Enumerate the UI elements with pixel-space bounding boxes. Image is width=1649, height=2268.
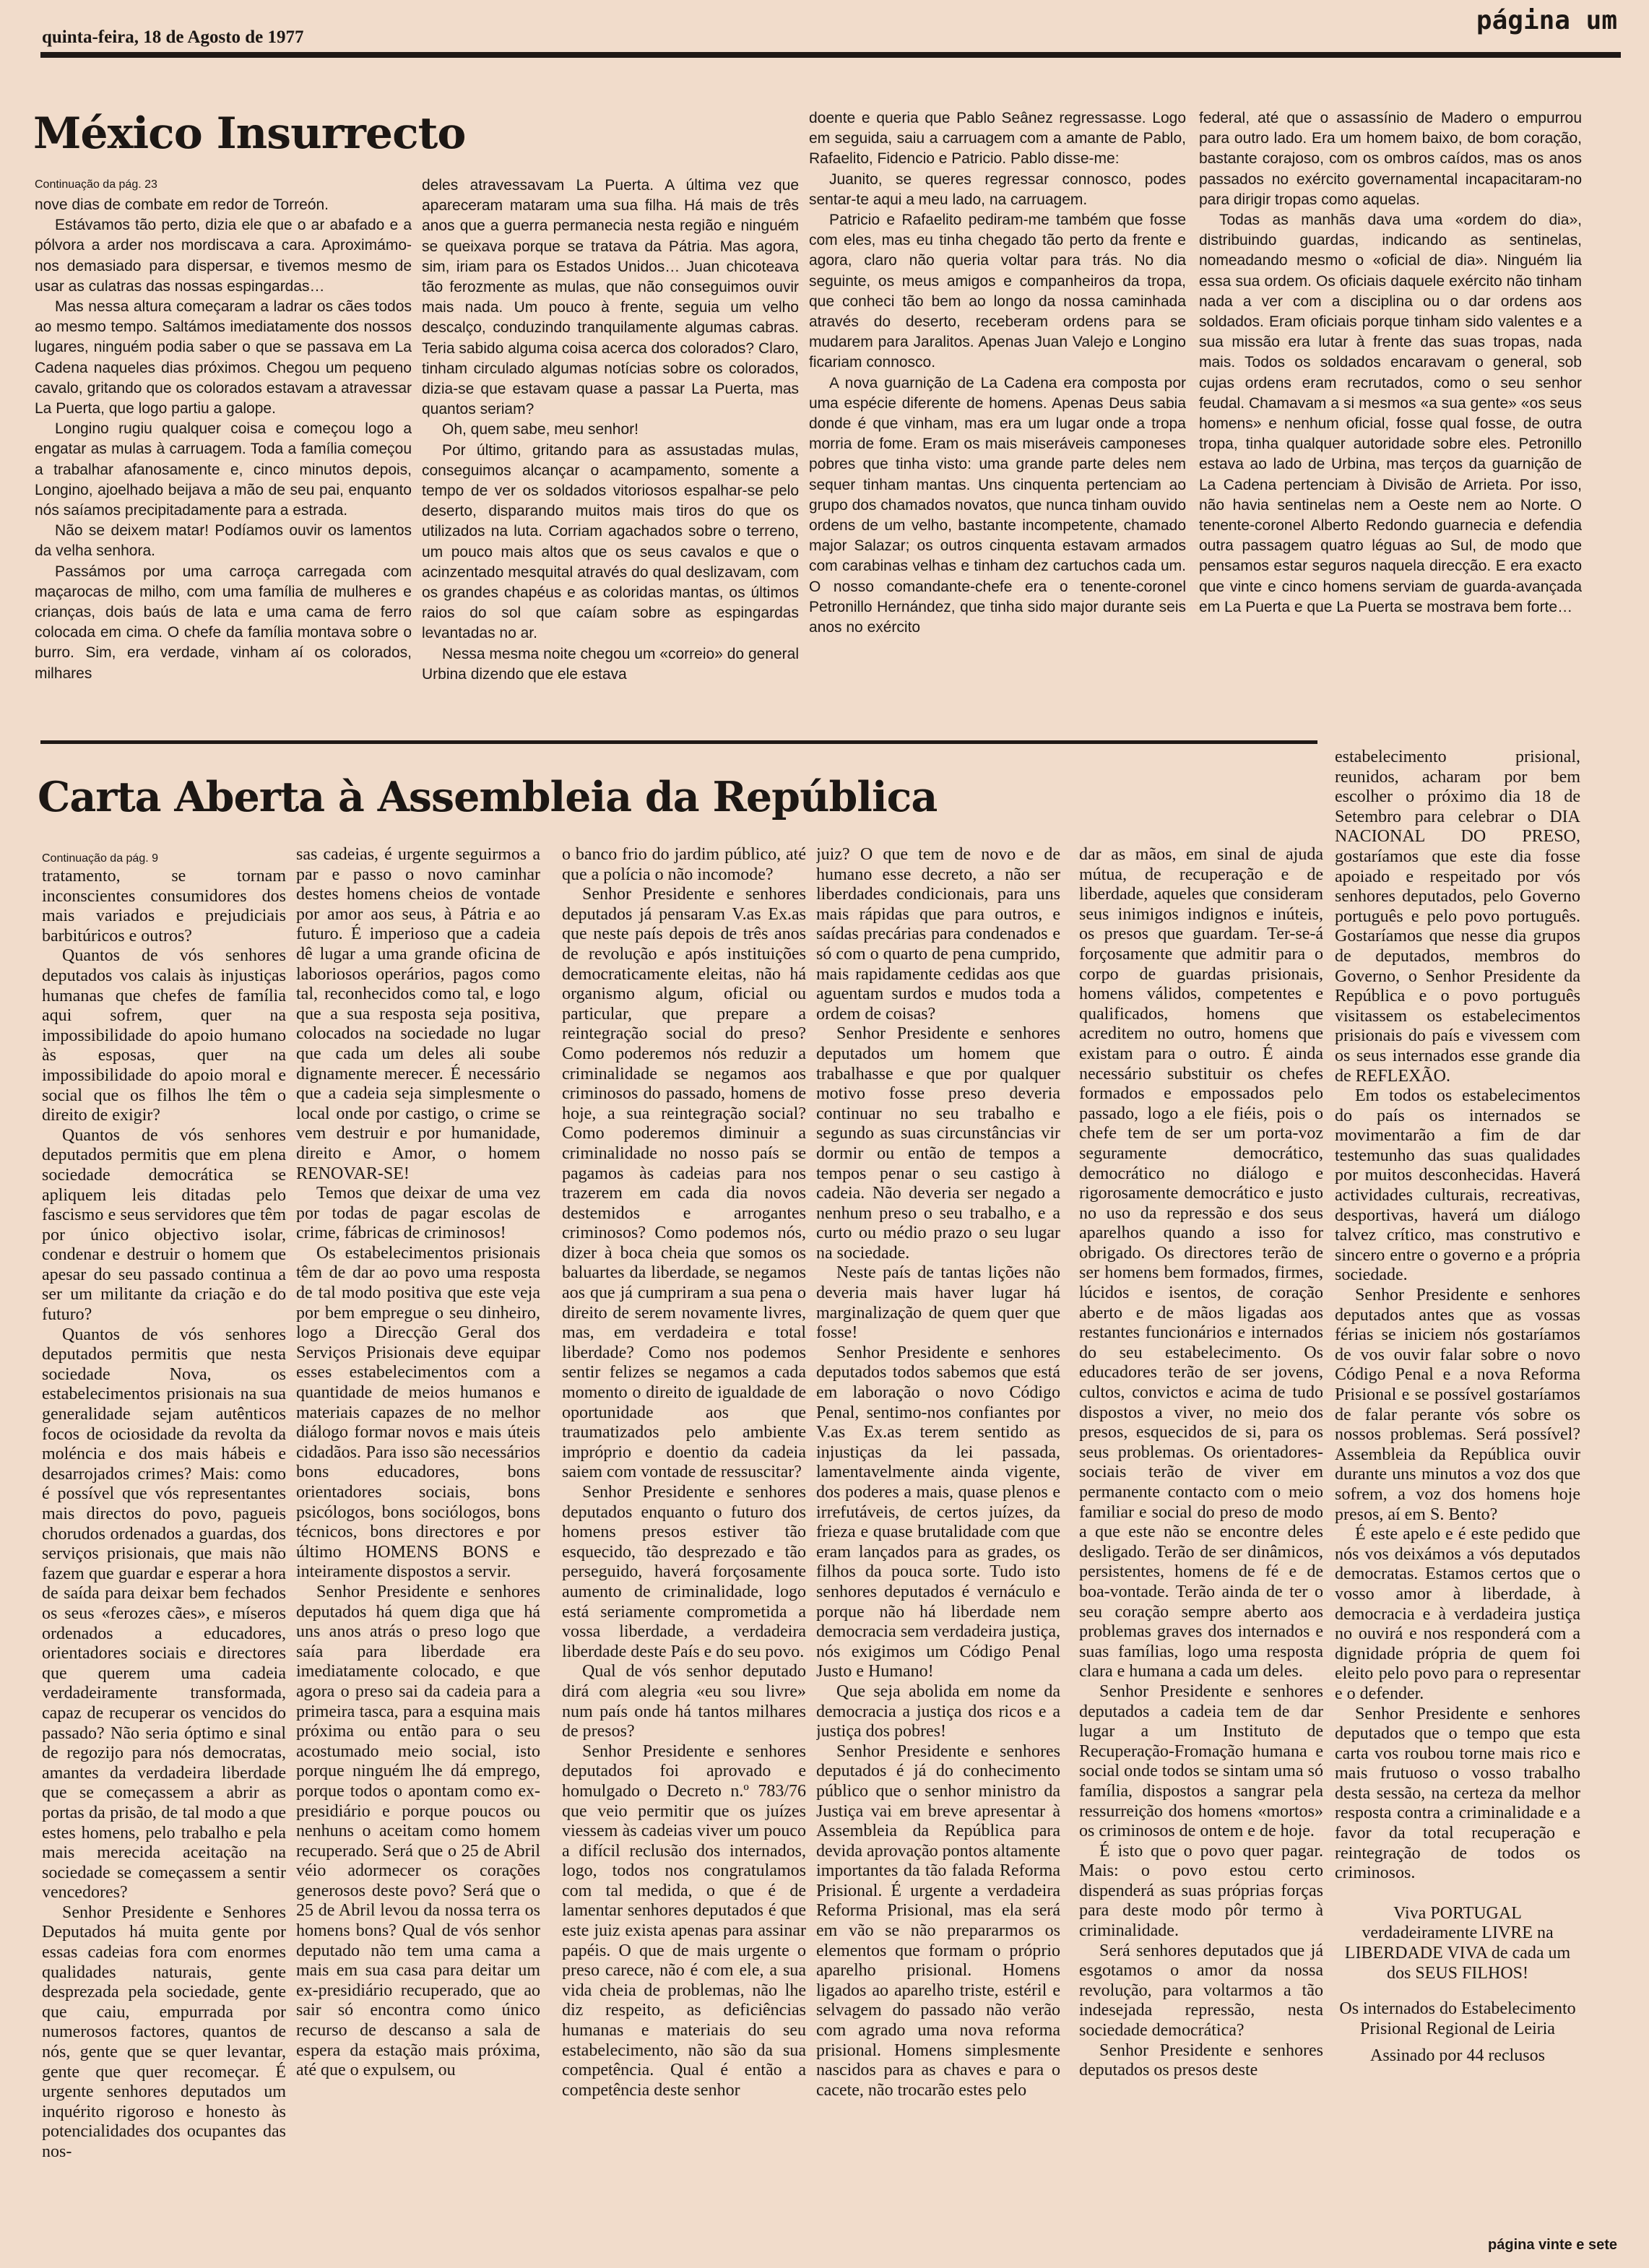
paragraph: Quantos de vós senhores deputados permitis que em plena sociedade democrática se apliquem leis ditadas pelo fascismo e seus servidores que têm por único objectivo isolar, condenar e destruir o homem que apesar do seu passado continua a ser um militante da criação e do futuro? [42,1125,286,1325]
paragraph: deles atravessavam La Puerta. A última vez que apareceram mataram uma sua filha. Há mais de três anos que a guerra permanecia nesta região e ninguém se queixava porque se tratava da Pátria. Mas agora, sim, iriam para os Estados Unidos… Juan chicoteava tão ferozmente as mulas, que não conseguimos ouvir mais nada. Um pouco à frente, seguia um velho descalço, conduzindo tranquilamente algumas cabras. Teria sabido alguma coisa acerca dos colorados? Claro, tinham circulado algumas notícias sobre os colorados, dizia-se que estavam quase a passar La Puerta, mas quantos seriam? [422,177,799,418]
paragraph: Patricio e Rafaelito pediram-me também que fosse com eles, mas eu tinha chegado tão perto da frente e agora, claro não queria voltar para trás. No dia seguinte, os meus amigos e companheiros da tropa, que conheci tão bem ao longo da nossa caminhada através do deserto, receberam ordens para se mudarem para Jaralitos. Apenas Juan Valejo e Longino ficariam connosco. [809,212,1186,371]
paragraph: juiz? O que tem de novo e de humano esse decreto, a não ser liberdades condicionais, para uns mais rápidas que para outros, e saídas precárias para condenados e só com o quarto de pena cumprido, mais rapidamente cedidas aos que aguentam surdos e mudos toda a ordem de coisas? [816,845,1060,1023]
issue-date: quinta-feira, 18 de Agosto de 1977 [42,27,304,47]
newspaper-name: página um [1476,6,1617,35]
header-rule [40,52,1621,58]
paragraph: Será senhores deputados que já esgotamos o amor da nossa revolução, para voltarmos a tão indesejada repressão, nesta sociedade democrática? [1079,1941,1323,2040]
paragraph: Senhor Presidente e senhores deputados é já do conhecimento público que o senhor ministro da Justiça vai em breve apresentar à Assembleia da República para devida aprovação pontos altamente importantes da tão falada Reforma Prisional. É urgente a verdadeira Reforma Prisional, mas ela será em vão se não prepararmos os elementos que formam o próprio aparelho prisional. Homens ligados ao aparelho triste, estéril e selvagem do passado não verão com agrado uma nova reforma prisional. Homens simplesmente nascidos para as chaves e para o cacete, não trocarão estes pelo [816,1741,1060,2100]
article1-continuation: Continuação da pág. 23 [35,178,157,191]
paragraph: Senhor Presidente e senhores deputados já pensaram V.as Ex.as que neste país depois de três anos de revolução e após instituições democraticamente eleitas, não há organismo algum, oficial ou particular, que prepare a reintegração social do preso? Como poderemos nós reduzir a criminalidade se negamos aos criminosos do passado, homens de hoje, a sua reintegração social? Como poderemos diminuir a criminalidade no nosso país se pagamos às cadeias para nos trazerem em cada dia novos destemidos e arrogantes criminosos? Como podemos nós, dizer à boca cheia que somos os baluartes da liberdade, se negamos aos que já cumpriram a sua pena o direito de serem novamente livres, mas, em verdadeira e total liberdade? Como nos podemos sentir felizes se negamos a cada momento o direito de igualdade de oportunidade aos que traumatizados pelo ambiente impróprio e doentio da cadeia saiem com vontade de ressuscitar? [562,885,806,1482]
article1-column-4 [1199,108,1582,721]
paragraph: Longino rugiu qualquer coisa e começou logo a engatar as mulas à carruagem. Toda a família começou a trabalhar afanosamente e, cinco minutos depois, Longino, ajoelhado beijava a mão de seu pai, enquanto nós saíamos precipitadamente para a estrada. [35,420,412,519]
article1-column-2 [422,176,799,721]
paragraph: o banco frio do jardim público, até que a polícia o não incomode? [562,845,806,884]
article2-column-6 [1335,748,1580,2221]
paragraph: Que seja abolida em nome da democracia a justiça dos ricos e a justiça dos pobres! [816,1681,1060,1741]
paragraph: Senhor Presidente e Senhores Deputados há muita gente por essas cadeias fora com enormes qualidades naturais, gente desprezada pela sociedade, gente que caiu, empurrada por numerosos factores, quantos de nós, gente que se quer levantar, gente que quer recomeçar. É urgente senhores deputados um inquérito rigoroso e honesto às potencialidades dos ocupantes das nos- [42,1903,286,2161]
paragraph: Neste país de tantas lições não deveria mais haver lugar há marginalização de quem quer que fosse! [816,1263,1060,1343]
paragraph: tratamento, se tornam inconscientes consumidores dos mais variados e prejudiciais barbitúricos e outros? [42,867,286,945]
paragraph: nove dias de combate em redor de Torreón. [35,196,329,213]
paragraph: Todas as manhãs dava uma «ordem do dia», distribuindo guardas, indicando as sentinelas, nomeadando mesmo o «oficial de dia». Ninguém lia essa sua ordem. Os oficiais daquele exército não tinham nada a ver com a disciplina ou o dar ordens aos soldados. Eram oficiais porque tinham sido valentes e a sua missão era lutar à frente das suas tropas, nada mais. Todos os soldados encaravam o general, sob cujas ordens eram recrutados, como o seu senhor feudal. Chamavam a si mesmos «a sua gente» «os seus homens» e nenhum oficial, fosse qual fosse, de outra tropa, tinha qualquer autoridade sobre eles. Petronillo estava ao lado de Urbina, mas terços da guarnição de La Cadena pertenciam à Divisão de Arrieta. Por isso, não havia sentinelas nem a Oeste nem ao Norte. O tenente-coronel Alberto Redondo guarnecia e defendia outra passagem quatro léguas ao Sul, de modo que pensamos estar seguros naquela direcção. E era exacto que vinte e cinco homens serviam de guarda-avançada em La Puerta e que La Puerta se mostrava bem forte… [1199,212,1582,615]
paragraph: Estávamos tão perto, dizia ele que o ar abafado e a pólvora a arder nos mordiscava a cara. Aproximámo-nos demasiado para dispersar, e tivemos mesmo de usar as culatras das nossas espingardas… [35,217,412,295]
paragraph: estabelecimento prisional, reunidos, acharam por bem escolher o próximo dia 18 de Setembro para celebrar o DIA NACIONAL DO PRESO, gostaríamos que este dia fosse apoiado e respeitado por vós senhores deputados, pelo Governo português e pelo povo português. Gostaríamos que nesse dia grupos de deputados, membros do Governo, o Senhor Presidente da República e o povo português visitassem os estabelecimentos prisionais do país e vivessem com os seus internados esse grande dia de REFLEXÃO. [1335,748,1580,1086]
paragraph: federal, até que o assassínio de Madero o empurrou para outro lado. Era um homem baixo, de bom coração, bastante corajoso, com os ombros caídos, mas os anos passados no exército governamental incapacitaram-no para dirigir tropas como aquelas. [1199,110,1582,208]
paragraph: Senhor Presidente e senhores deputados todos sabemos que está em laboração o novo Código Penal, sentimo-nos confiantes por V.as Ex.as terem sentido as injustiças da lei passada, lamentavelmente ainda vigente, dos poderes a mais, quase plenos e irrefutáveis, de certos juízes, da frieza e quase brutalidade com que eram lançados para as grades, os filhos da pouca sorte. Tudo isto senhores deputados é vernáculo e porque não há liberdade nem democracia sem verdadeira justiça, nós exigimos um Código Penal Justo e Humano! [816,1343,1060,1681]
paragraph: Em todos os estabelecimentos do país os internados se movimentarão a fim de dar testemunho das suas qualidades por muitos desconhecidas. Haverá actividades culturais, recreativas, desportivas, haverá um diálogo talvez crítico, mas construtivo e sincero entre o governo e a própria sociedade. [1335,1086,1580,1285]
paragraph: Nessa mesma noite chegou um «correio» do general Urbina dizendo que ele estava [422,645,799,683]
signature: Os internados do Estabelecimento Prisional Regional de Leiria [1339,1999,1576,2038]
continues-on-page: página vinte e sete [1488,2237,1617,2253]
paragraph: Senhor Presidente e senhores deputados a cadeia tem de dar lugar a um Instituto de Recuperação-Fromação humana e social onde todos se sintam uma só família, dispostos a sangrar pela ressurreição dos homens «mortos» os criminosos de ontem e de hoje. [1079,1681,1323,1841]
article2-column-2 [296,845,540,2252]
paragraph: Quantos de vós senhores deputados vos calais às injustiças humanas que chefes de família aqui sofrem, quer na impossibilidade do apoio humano às esposas, quer na impossibilidade do apoio moral e social que os filhos lhe têm o direito de exigir? [42,946,286,1125]
paragraph: Oh, quem sabe, meu senhor! [442,421,639,438]
paragraph: Temos que deixar de uma vez por todas de pagar escolas de crime, fábricas de criminosos! [296,1184,540,1243]
article1-column-3 [809,108,1186,721]
article2-continuation: Continuação da pág. 9 [42,852,159,865]
paragraph: Não se deixem matar! Podíamos ouvir os lamentos da velha senhora. [35,522,412,560]
article-divider-rule [40,740,1317,744]
paragraph: Senhor Presidente e senhores deputados os presos deste [1079,2040,1323,2080]
paragraph: Senhor Presidente e senhores deputados antes que as vossas férias se iniciem nós gostaríamos de vos ouvir falar sobre o novo Código Penal e a nova Reforma Prisional e se possível gostaríamos de falar perante vós sobre os nossos problemas. Será possível? Assembleia da República ouvir durante uns minutos a voz dos que sofrem, a voz dos homens hoje presos, aí em S. Bento? [1335,1286,1580,1524]
paragraph: Senhor Presidente e senhores deputados há quem diga que há uns anos atrás o preso logo que saía para liberdade era imediatamente colocado, e que agora o preso sai da cadeia para a primeira tasca, para a esquina mais próxima ou então para o seu acostumado meio social, isto porque ninguém lhe dá emprego, porque todos o apontam como ex-presidiário e porque poucos ou nenhuns o aceitam como homem recuperado. Será que o 25 de Abril véio adormecer os corações generosos deste povo? Será que o 25 de Abril levou da nossa terra os homens bons? Qual de vós senhor deputado não tem uma cama a mais em sua casa para deitar um ex-presidiário recuperado, que ao sair só encontra como único recurso de descanso a sala de espera da estação mais próxima, até que o expulsem, ou [296,1582,540,2080]
article1-column-1 [35,195,412,721]
article2-column-5 [1079,845,1323,2252]
paragraph: Senhor Presidente e senhores deputados um homem que trabalhasse e que por qualquer motivo fosse preso deveria continuar no seu trabalho e segundo as suas circunstâncias vir dormir ou então de tempos a tempos penar o seu castigo à cadeia. Não deveria ser negado a nenhum preso o seu trabalho, e a curto ou médio prazo o seu lugar na sociedade. [816,1024,1060,1263]
paragraph: É este apelo e é este pedido que nós vos deixámos a vós deputados democratas. Estamos certos que o vosso amor à liberdade, à democracia e à verdadeira justiça no ouvirá e nos responderá com a dignidade própria de quem foi eleito pelo povo para o representar e o defender. [1335,1525,1580,1703]
paragraph: Senhor Presidente e senhores deputados enquanto o futuro dos homens presos estiver tão esquecido, tão desprezado e tão perseguido, haverá forçosamente aumento de criminalidade, logo está seriamente comprometida a vossa liberdade, a verdadeira liberdade deste País e do seu povo. [562,1483,806,1661]
paragraph: Quantos de vós senhores deputados permitis que nesta sociedade Nova, os estabelecimentos prisionais na sua generalidade sejam autênticos focos de ociosidade da revolta da moléncia e dos mais hábeis e desarrojados crimes? Mais: como é possível que vós representantes mais directos do povo, pagueis chorudos ordenados a guardas, dos serviços prisionais, que mais não fazem que guardar e esperar a hora de saída para deixar bem fechados os seus «ferozes cães», e míseros ordenados a educadores, orientadores sociais e directores que querem uma cadeia verdadeiramente transformada, capaz de recuperar os vencidos do passado? Não seria óptimo e sinal de regozijo para nós democratas, amantes da verdadeira liberdade que se começassem a abrir as portas da prisão, de tal modo a que estes homens, pelo trabalho e pela mais merecida aceitação na sociedade se começassem a sentir vencedores? [42,1325,286,1903]
paragraph: A nova guarnição de La Cadena era composta por uma espécie diferente de homens. Apenas Deus sabia donde é que vinham, mas era um lugar onde a tropa morria de fome. Eram os mais miseráveis camponeses pobres que tinha visto: uma grande parte deles nem sequer tinham mantas. Uns cinquenta pertenciam ao grupo dos chamados novatos, que nunca tinham ouvido ordens de um velho, bastante incompetente, chamado major Salazar; os outros cinquenta estavam armados com carabinas velhas e tinham dez cartuchos cada um. O nosso comandante-chefe era o tenente-coronel Petronillo Hernández, que tinha sido major durante seis anos no exército [809,374,1186,636]
paragraph: dar as mãos, em sinal de ajuda mútua, de recuperação e de liberdade, aqueles que consideram seus inimigos indignos e inúteis, os presos que guardam. Ter-se-á forçosamente que admitir para o corpo de guardas prisionais, homens válidos, competentes e qualificados, homens que acreditem no outro, homens que existam para o outro. É ainda necessário substituir os chefes formados e empossados pelo passado, logo a ele fiéis, pois o chefe tem de ser um porta-voz seguramente democrático, democrático no diálogo e rigorosamente democrático e justo no uso da repressão e dos seus aparelhos quando a isso for obrigado. Os directores terão de ser homens bem formados, firmes, lúcidos e isentos, de coração aberto e de mãos ligadas aos restantes funcionários e internados do seu estabelecimento. Os educadores terão de ser jovens, cultos, convictos e acima de tudo dispostos a viver, no meio dos presos, esquecidos de si, para os seus problemas. Os orientadores-sociais terão de viver em permanente contacto com o meio familiar e social do preso de modo a que este não se encontre deles desligado. Terão de ser dinâmicos, persistentes, homens de fé e de boa-vontade. Terão ainda de ter o seu coração sempre aberto aos problemas graves dos internados e suas famílias, logo uma resposta clara e humana a cada um deles. [1079,845,1323,1681]
article1-title: México Insurrecto [33,108,466,159]
paragraph: Mas nessa altura começaram a ladrar os cães todos ao mesmo tempo. Saltámos imediatamente dos nossos lugares, ninguém podia saber o que se passava em La Cadena naqueles dias próximos. Chegou um pequeno cavalo, gritando que os colorados estavam a atravessar La Puerta, que logo partiu a galope. [35,298,412,417]
paragraph: Senhor Presidente e senhores deputados foi aprovado e homulgado o Decreto n.º 783/76 que veio permitir que os juízes viessem às cadeias viver um pouco a difícil reclusão dos internados, logo, todos nos congratulamos com tal medida, o que é de lamentar senhores deputados é que este juiz exista apenas para assinar papéis. O que de mais urgente o preso carece, não é com ele, a sua vida cheia de problemas, não lhe diz respeito, as deficiências humanas e materiais do seu estabelecimento, não são da sua competência. Qual é então a competência deste senhor [562,1741,806,2100]
paragraph: Qual de vós senhor deputado dirá com alegria «eu sou livre» num país onde há tantos milhares de presos? [562,1662,806,1741]
paragraph: sas cadeias, é urgente seguirmos a par e passo o novo caminhar destes homens cheios de vontade por amor aos seus, à Pátria e ao futuro. É imperioso que a cadeia dê lugar a uma grande oficina de laboriosos operários, pagos como tal, reconhecidos como tal, e logo que a sua resposta seja positiva, colocados na sociedade no lugar que cada um deles ali soube dignamente merecer. É necessário que a cadeia seja simplesmente o local onde por castigo, o crime se vem destruir e por humanidade, direito e Amor, o homem RENOVAR-SE! [296,845,540,1183]
paragraph: doente e queria que Pablo Seânez regressasse. Logo em seguida, saiu a carruagem com a amante de Pablo, Rafaelito, Fidencio e Patricio. Pablo disse-me: [809,110,1186,168]
paragraph: Senhor Presidente e senhores deputados que o tempo que esta carta vos roubou torne mais rico e mais frutuoso o vosso trabalho desta sessão, na certeza da melhor resposta contra a criminalidade e a favor da total recuperação e reintegração de todos os criminosos. [1335,1704,1580,1883]
article2-title: Carta Aberta à Assembleia da República [38,773,938,821]
article2-column-6-body [1335,748,1580,1884]
article2-column-4 [816,845,1060,2252]
article2-column-1 [42,867,286,2252]
paragraph: Por último, gritando para as assustadas mulas, conseguimos alcançar o acampamento, somente a tempo de ver os soldados vitoriosos espalhar-se pelo deserto, disparando muitos mais tiros do que os utilizados na luta. Corriam agachados sobre o terreno, um pouco mais altos que os seus cavalos e que o acinzentado mesquital através do qual deslizavam, com os grandes chapéus e as coloridas mantas, os últimos raios do sol que caíam sobre as espingardas levantadas no ar. [422,441,799,642]
closing-slogan: Viva PORTUGAL verdadeiramente LIVRE na LIBERDADE VIVA de cada um dos SEUS FILHOS! [1344,1903,1571,1983]
article2-column-3 [562,845,806,2252]
paragraph: Juanito, se queres regressar connosco, podes sentar-te aqui a meu lado, na carruagem. [809,170,1186,208]
signed-by: Assinado por 44 reclusos [1370,2046,1545,2066]
paragraph: Os estabelecimentos prisionais têm de dar ao povo uma resposta de tal modo positiva que este veja por bem empregue o seu dinheiro, logo a Direcção Geral dos Serviços Prisionais deve equipar esses estabelecimentos com a quantidade de meios humanos e materiais capazes de no melhor diálogo formar novos e mais úteis cidadãos. Para isso são necessários bons educadores, bons orientadores sociais, bons psicólogos, bons sociólogos, bons técnicos, bons directores e por último HOMENS BONS e inteiramente dispostos a servir. [296,1243,540,1582]
paragraph: É isto que o povo quer pagar. Mais: o povo estou certo dispenderá as suas próprias forças para deste modo pôr termo à criminalidade. [1079,1841,1323,1941]
paragraph: Passámos por uma carroça carregada com maçarocas de milho, com uma família de mulheres e crianças, dois baús de lata e uma cama de ferro colocada em cima. O chefe da família montava sobre o burro. Sim, era verdade, vinham aí os colorados, milhares [35,563,412,682]
